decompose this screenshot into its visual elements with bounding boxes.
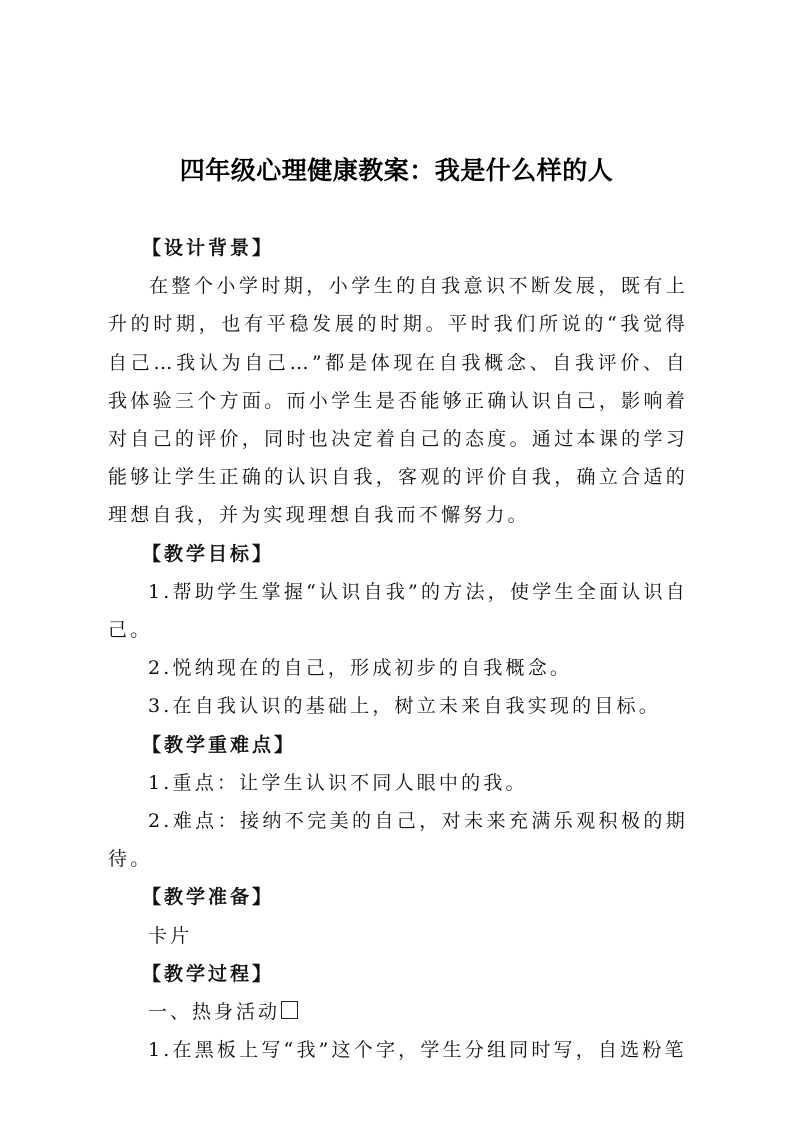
empty-box-icon — [281, 1001, 298, 1019]
difficult-point-item: 2.难点：接纳不完美的自己，对未来充满乐观积极的期待。 — [108, 810, 688, 871]
subheading-warmup — [108, 993, 688, 1031]
document-body — [108, 229, 688, 1069]
goal-item-1: 1.帮助学生掌握“认识自我”的方法，使学生全面认识自己。 — [108, 580, 688, 642]
section-heading-key-difficult-points: 【教学重难点】 — [142, 733, 297, 756]
key-point-item: 1.重点：让学生认识不同人眼中的我。 — [148, 771, 528, 794]
section-heading-teaching-goals: 【教学目标】 — [142, 542, 275, 565]
section-heading-teaching-process: 【教学过程】 — [142, 962, 275, 985]
document-title: 四年级心理健康教案：我是什么样的人 — [179, 156, 614, 185]
preparation-text: 卡片 — [148, 924, 193, 947]
background-paragraph: 在整个小学时期，小学生的自我意识不断发展，既有上升的时期，也有平稳发展的时期。平时我们所说的“我觉得自己…我认为自己…”都是体现在自我概念、自我评价、自我体验三个方面。而小学生是否能够正确认识自己，影响着对自己的评价，同时也决定着自己的态度。通过本课的学习能够让学生正确的认识自我，客观的评价自我，确立合适的理想自我，并为实现理想自我而不懈努力。 — [108, 275, 688, 527]
subheading-warmup-label: 一、热身活动 — [148, 1001, 281, 1024]
process-item-1: 1.在黑板上写“我”这个字，学生分组同时写，自选粉笔 — [148, 1039, 687, 1062]
goal-item-2: 2.悦纳现在的自己，形成初步的自我概念。 — [148, 657, 573, 680]
section-heading-teaching-preparation: 【教学准备】 — [142, 886, 275, 909]
section-heading-design-background: 【设计背景】 — [142, 237, 275, 259]
goal-item-3: 3.在自我认识的基础上，树立未来自我实现的目标。 — [148, 695, 661, 718]
